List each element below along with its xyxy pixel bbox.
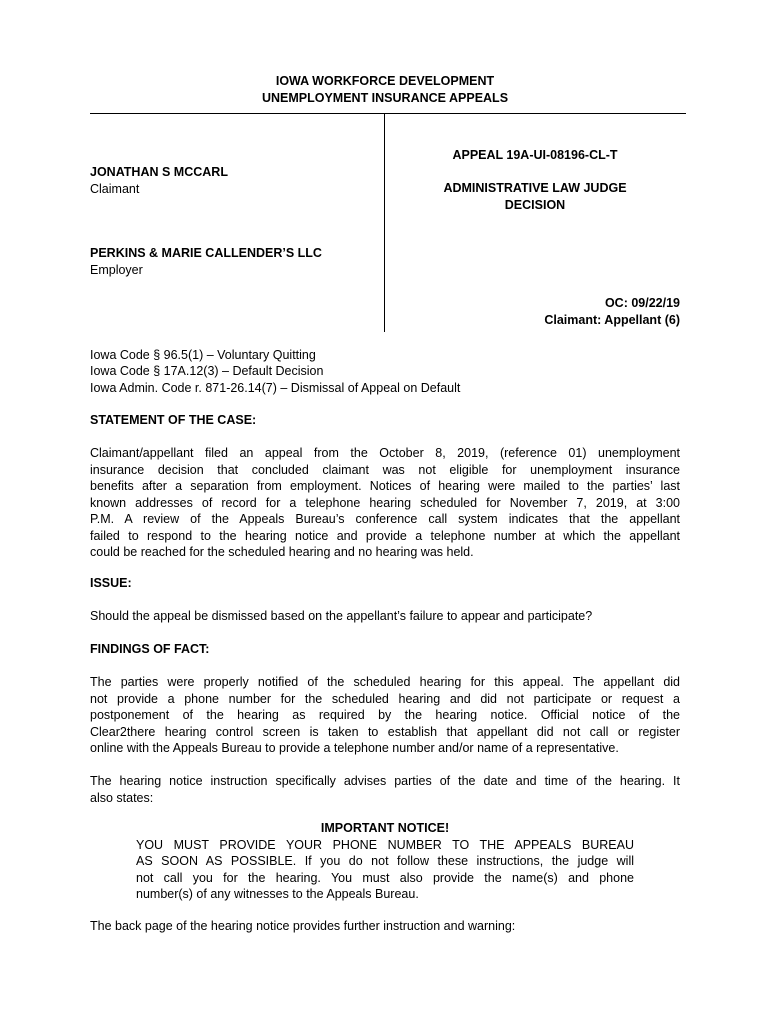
notice-line: AS SOON AS POSSIBLE. If you do not follow these instructions, the judge will bbox=[136, 854, 634, 868]
employer-role: Employer bbox=[90, 263, 143, 277]
code-citation: Iowa Code § 96.5(1) – Voluntary Quitting bbox=[90, 348, 316, 362]
code-citation: Iowa Code § 17A.12(3) – Default Decision bbox=[90, 364, 324, 378]
statement-heading: STATEMENT OF THE CASE: bbox=[90, 413, 257, 427]
caption-divider bbox=[384, 113, 385, 332]
findings-heading: FINDINGS OF FACT: bbox=[90, 642, 210, 656]
findings-paragraph bbox=[90, 674, 680, 757]
code-citation: Iowa Admin. Code r. 871-26.14(7) – Dismissal of Appeal on Default bbox=[90, 381, 461, 395]
paragraph-line: known addresses of record for a telephone hearing scheduled for November 7, 2019, at 3:00 bbox=[90, 495, 680, 510]
caption-top-rule bbox=[90, 113, 686, 114]
important-notice-block bbox=[136, 820, 634, 903]
issue-text: Should the appeal be dismissed based on the appellant’s failure to appear and participate? bbox=[90, 609, 593, 623]
notice-line: number(s) of any witnesses to the Appeals Bureau. bbox=[136, 887, 419, 901]
decision-title-line2: DECISION bbox=[504, 198, 566, 212]
agency-title: IOWA WORKFORCE DEVELOPMENT bbox=[275, 74, 495, 88]
paragraph-line: benefits after a separation from employment. Notices of hearing were mailed to the parties’ last bbox=[90, 479, 680, 493]
statement-paragraph bbox=[90, 445, 680, 561]
back-page-text: The back page of the hearing notice provides further instruction and warning: bbox=[90, 919, 516, 933]
agency-subtitle: UNEMPLOYMENT INSURANCE APPEALS bbox=[261, 91, 509, 105]
issue-heading: ISSUE: bbox=[90, 576, 132, 590]
claimant-status: Claimant: Appellant (6) bbox=[544, 313, 680, 327]
paragraph-line: insurance decision that concluded claimant was not eligible for unemployment insurance bbox=[90, 462, 680, 477]
notice-line: YOU MUST PROVIDE YOUR PHONE NUMBER TO THE APPEALS BUREAU bbox=[136, 837, 634, 852]
paragraph-line: failed to respond to the hearing notice and provide a telephone number at which the appellant bbox=[90, 528, 680, 543]
paragraph-line: could be reached for the scheduled hearing and no hearing was held. bbox=[90, 545, 474, 559]
notice-line: not call you for the hearing. You must also provide the name(s) and phone bbox=[136, 870, 634, 885]
claimant-role: Claimant bbox=[90, 182, 140, 196]
paragraph-line: Clear2there hearing control screen is taken to establish that appellant did not call or register bbox=[90, 724, 680, 739]
claimant-name: JONATHAN S MCCARL bbox=[90, 165, 228, 179]
paragraph-line: The hearing notice instruction specifically advises parties of the date and time of the hearing. It bbox=[90, 774, 680, 788]
paragraph-line: postponement of the hearing as required by the hearing notice. Official notice of the bbox=[90, 708, 680, 722]
oc-date: OC: 09/22/19 bbox=[604, 296, 680, 310]
paragraph-line: also states: bbox=[90, 790, 154, 805]
paragraph-line: Claimant/appellant filed an appeal from the October 8, 2019, (reference 01) unemployment bbox=[90, 446, 680, 460]
paragraph-line: online with the Appeals Bureau to provide a telephone number and/or name of a representative. bbox=[90, 741, 619, 755]
paragraph-line: The parties were properly notified of the scheduled hearing for this appeal. The appellant did bbox=[90, 675, 680, 689]
appeal-number: APPEAL 19A-UI-08196-CL-T bbox=[452, 148, 618, 162]
decision-title-line1: ADMINISTRATIVE LAW JUDGE bbox=[443, 181, 627, 195]
notice-title: IMPORTANT NOTICE! bbox=[320, 821, 450, 835]
paragraph-line: P.M. A review of the Appeals Bureau’s conference call system indicates that the appellant bbox=[90, 512, 680, 526]
paragraph-line: not provide a phone number for the scheduled hearing and did not participate or request a bbox=[90, 691, 680, 706]
instruction-paragraph bbox=[90, 773, 680, 806]
employer-name: PERKINS & MARIE CALLENDER’S LLC bbox=[90, 246, 322, 260]
